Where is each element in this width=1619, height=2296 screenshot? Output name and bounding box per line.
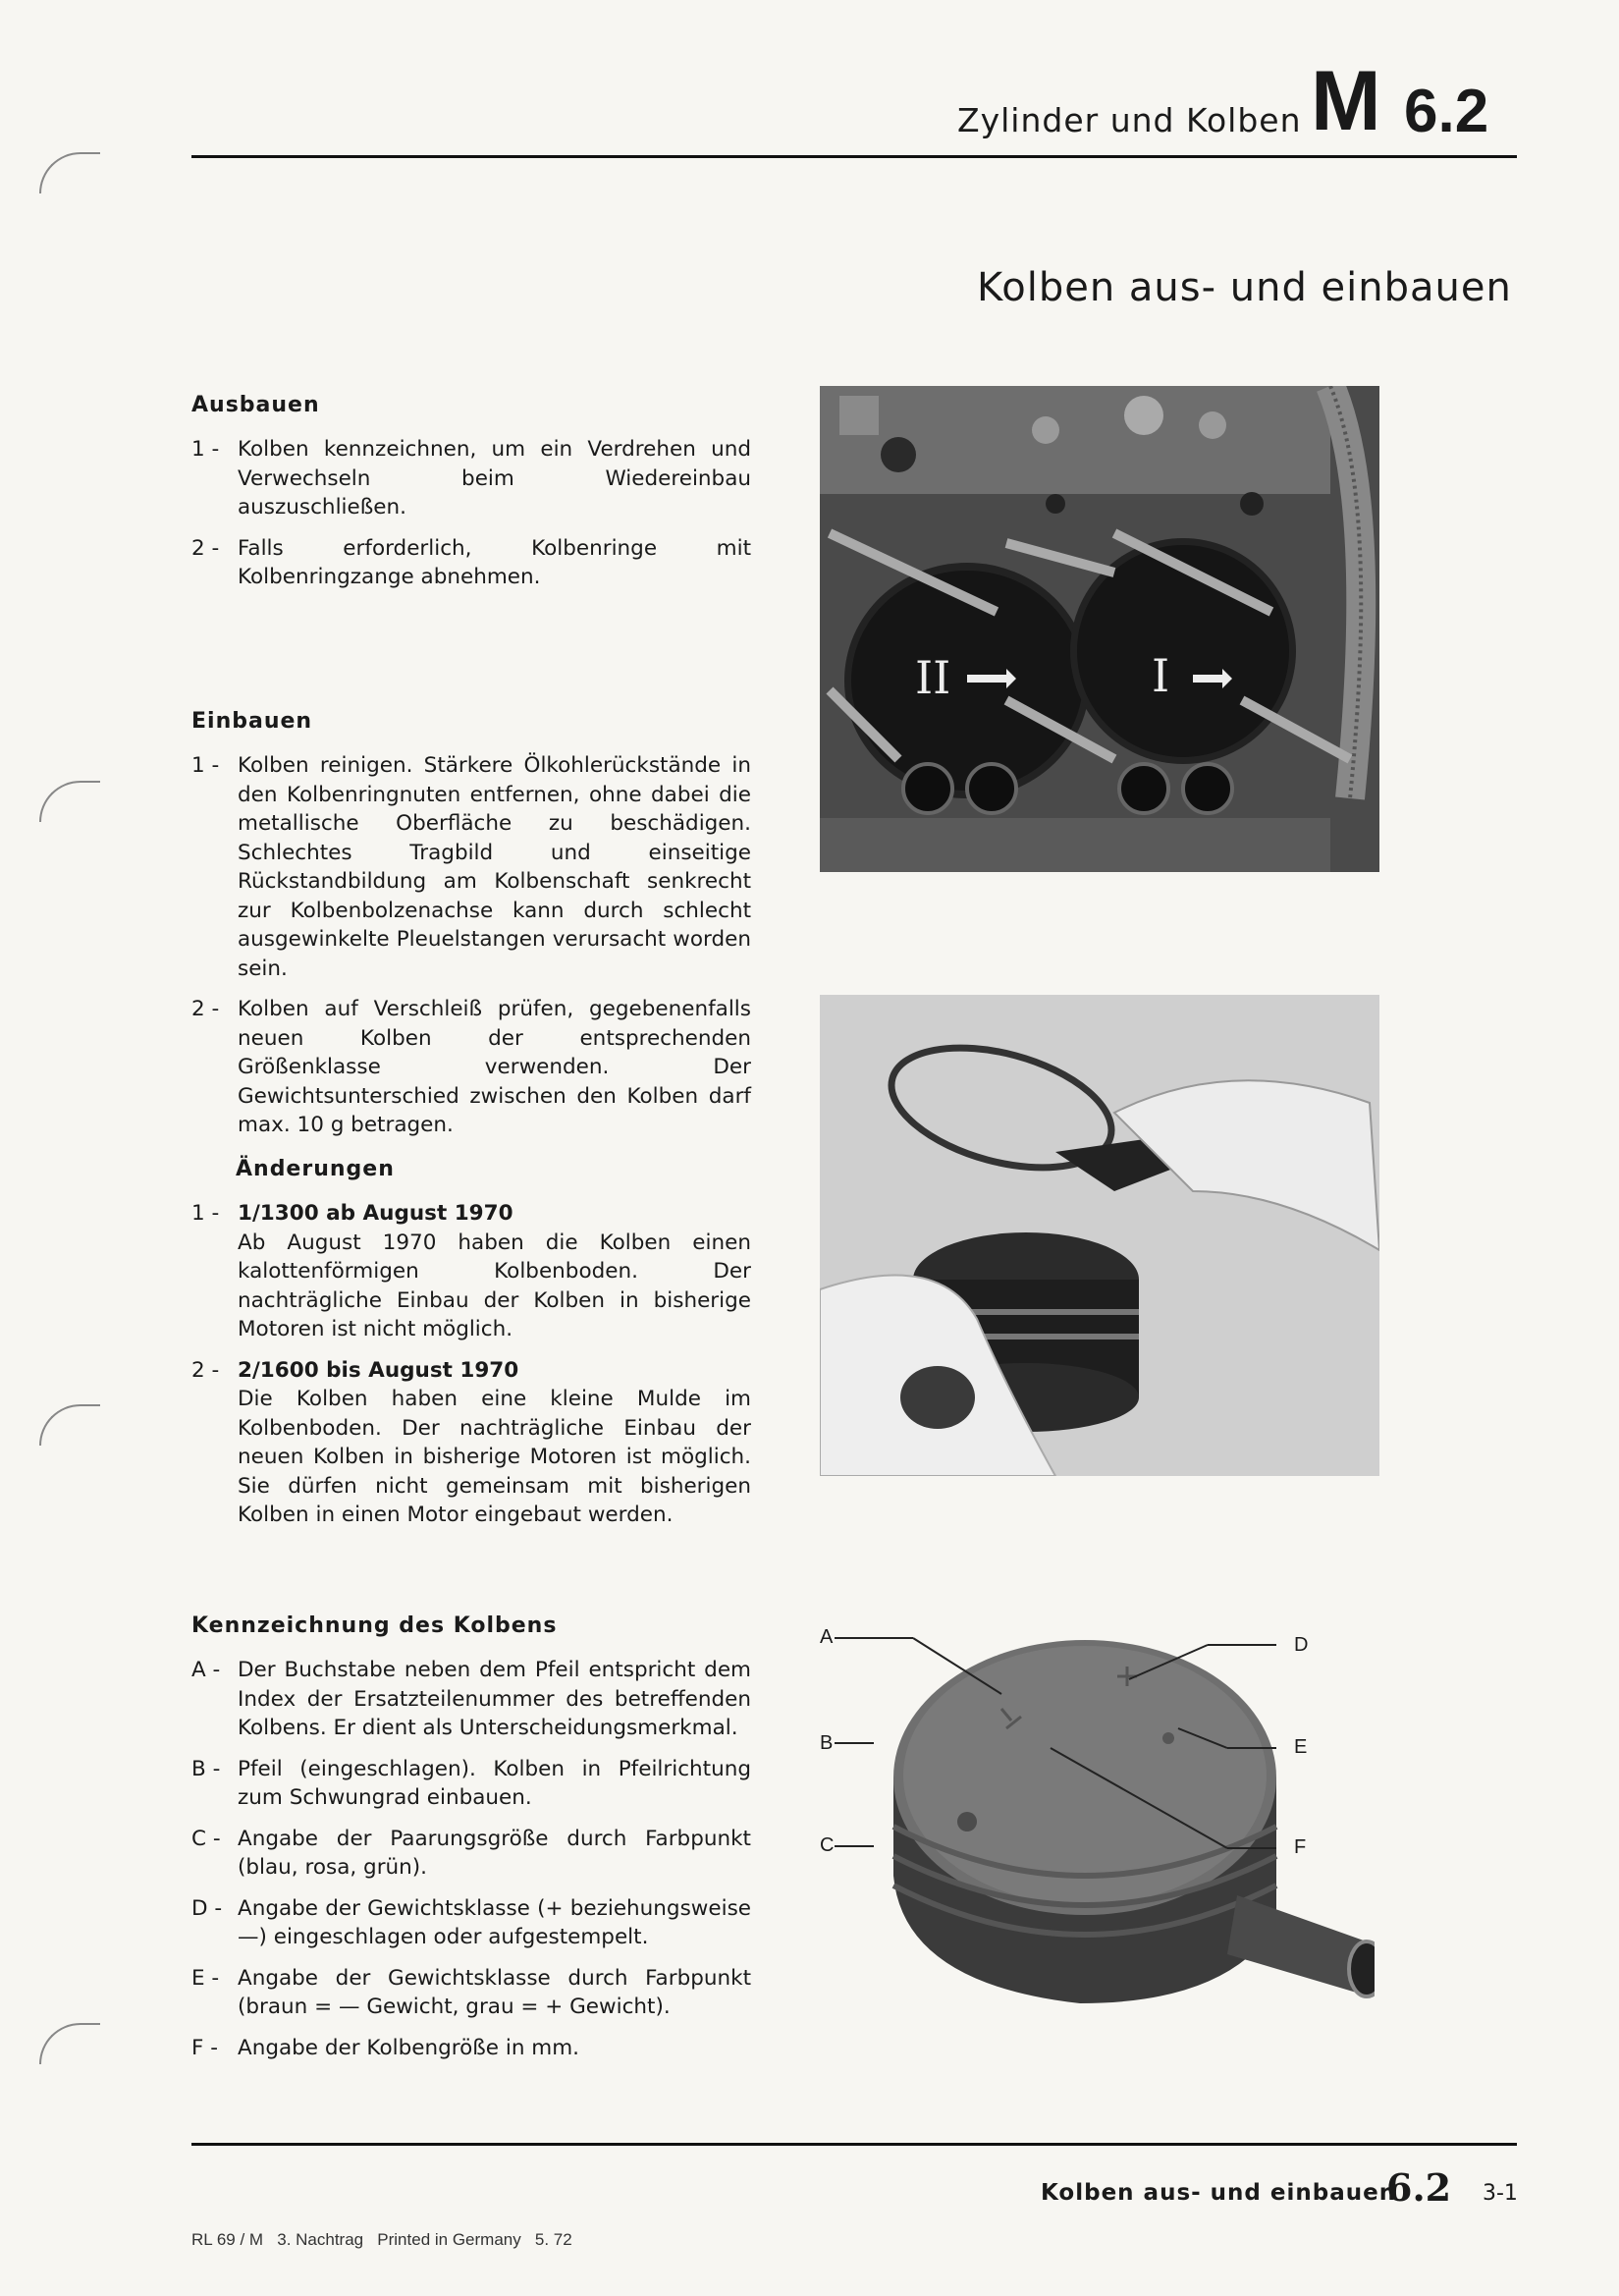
callout-b: B	[820, 1732, 834, 1754]
list-item: D - Angabe der Gewichtsklasse (+ beziehungsweise —) eingeschlagen oder aufgestempelt.	[191, 1895, 751, 1949]
page-title: Kolben aus- und einbauen	[977, 265, 1512, 310]
footer-title: Kolben aus- und einbauen	[1041, 2180, 1397, 2206]
ring-pliers-photo	[820, 995, 1379, 1476]
section-ausbauen	[191, 393, 751, 604]
section-einbauen	[191, 709, 751, 1152]
list-item: C - Angabe der Paarungsgröße durch Farbpunkt (blau, rosa, grün).	[191, 1826, 751, 1880]
callout-d: D	[1294, 1634, 1309, 1656]
cylinder-mark-right: I	[1152, 649, 1170, 702]
cylinder-mark-left: II	[915, 651, 951, 704]
engine-illustration	[820, 386, 1379, 872]
list-item: F - Angabe der Kolbengröße in mm.	[191, 2035, 579, 2060]
footer-rule	[191, 2143, 1517, 2146]
list-item: A - Der Buchstabe neben dem Pfeil entspricht dem Index der Ersatzteilenummer des betreffenden Kolbens. Er dient als Unterscheidungsmerkmal.	[191, 1658, 751, 1740]
header-section-name: Zylinder und Kolben	[957, 101, 1302, 139]
list-item: 2 - Kolben auf Verschleiß prüfen, gegebenenfalls neuen Kolben der entsprechenden Größenklasse verwenden. Der Gewichtsunterschied zwischen den Kolben darf max. 10 g betragen.	[191, 997, 751, 1137]
callout-a: A	[820, 1626, 834, 1648]
callout-e: E	[1294, 1736, 1308, 1758]
list-item: B - Pfeil (eingeschlagen). Kolben in Pfeilrichtung zum Schwungrad einbauen.	[191, 1756, 751, 1810]
punch-mark	[39, 2023, 100, 2064]
header-rule	[191, 155, 1517, 158]
ring-pliers-illustration	[820, 995, 1379, 1476]
punch-mark	[39, 1404, 100, 1446]
punch-mark	[39, 152, 100, 193]
section-heading: Ausbauen	[191, 393, 320, 417]
section-heading: Kennzeichnung des Kolbens	[191, 1613, 558, 1638]
footer-page-number: 3-1	[1483, 2181, 1518, 2206]
list-item: 1 - Kolben kennzeichnen, um ein Verdrehen und Verwechseln beim Wiedereinbau auszuschließen.	[191, 437, 751, 519]
list-item: E - Angabe der Gewichtsklasse durch Farbpunkt (braun = — Gewicht, grau = + Gewicht).	[191, 1965, 751, 2019]
list-item: 2 - Falls erforderlich, Kolbenringe mit Kolbenringzange abnehmen.	[191, 535, 751, 589]
section-kennzeichnung	[191, 1613, 751, 2074]
footer-section-number: 6.2	[1386, 2165, 1452, 2210]
section-heading: Änderungen	[236, 1157, 395, 1181]
header-letter: M	[1311, 54, 1381, 148]
callout-c: C	[820, 1834, 835, 1856]
list-item: 1 - Kolben reinigen. Stärkere Ölkohlerückstände in den Kolbenringnuten entfernen, ohne dabei die metallische Oberfläche zu beschädigen. Schlechtes Tragbild und einseitige Rückstandbildung am Kolbenschaft senkrecht zur Kolbenbolzenachse kann durch schlecht ausgewinkelte Pleuelstangen verursacht worden sein.	[191, 753, 751, 981]
list-item: 2 - 2/1600 bis August 1970 Die Kolben haben eine kleine Mulde im Kolbenboden. Der nachträgliche Einbau der neuen Kolben in bisherige Motoren ist möglich. Sie dürfen nicht gemeinsam mit bisherigen Kolben in einen Motor eingebaut werden.	[191, 1357, 751, 1527]
section-aenderungen	[191, 1157, 751, 1542]
callout-f: F	[1294, 1836, 1307, 1858]
imprint: RL 69 / M 3. Nachtrag Printed in Germany 5. 72	[191, 2230, 572, 2249]
header-number: 6.2	[1404, 78, 1489, 145]
punch-mark	[39, 781, 100, 822]
callout-lines	[815, 1611, 1325, 1866]
engine-photo	[820, 386, 1379, 872]
list-item: 1 - 1/1300 ab August 1970 Ab August 1970 haben die Kolben einen kalottenförmigen Kolbenboden. Der nachträgliche Einbau der Kolben in bisherige Motoren ist nicht möglich.	[191, 1201, 751, 1341]
section-heading: Einbauen	[191, 709, 313, 734]
